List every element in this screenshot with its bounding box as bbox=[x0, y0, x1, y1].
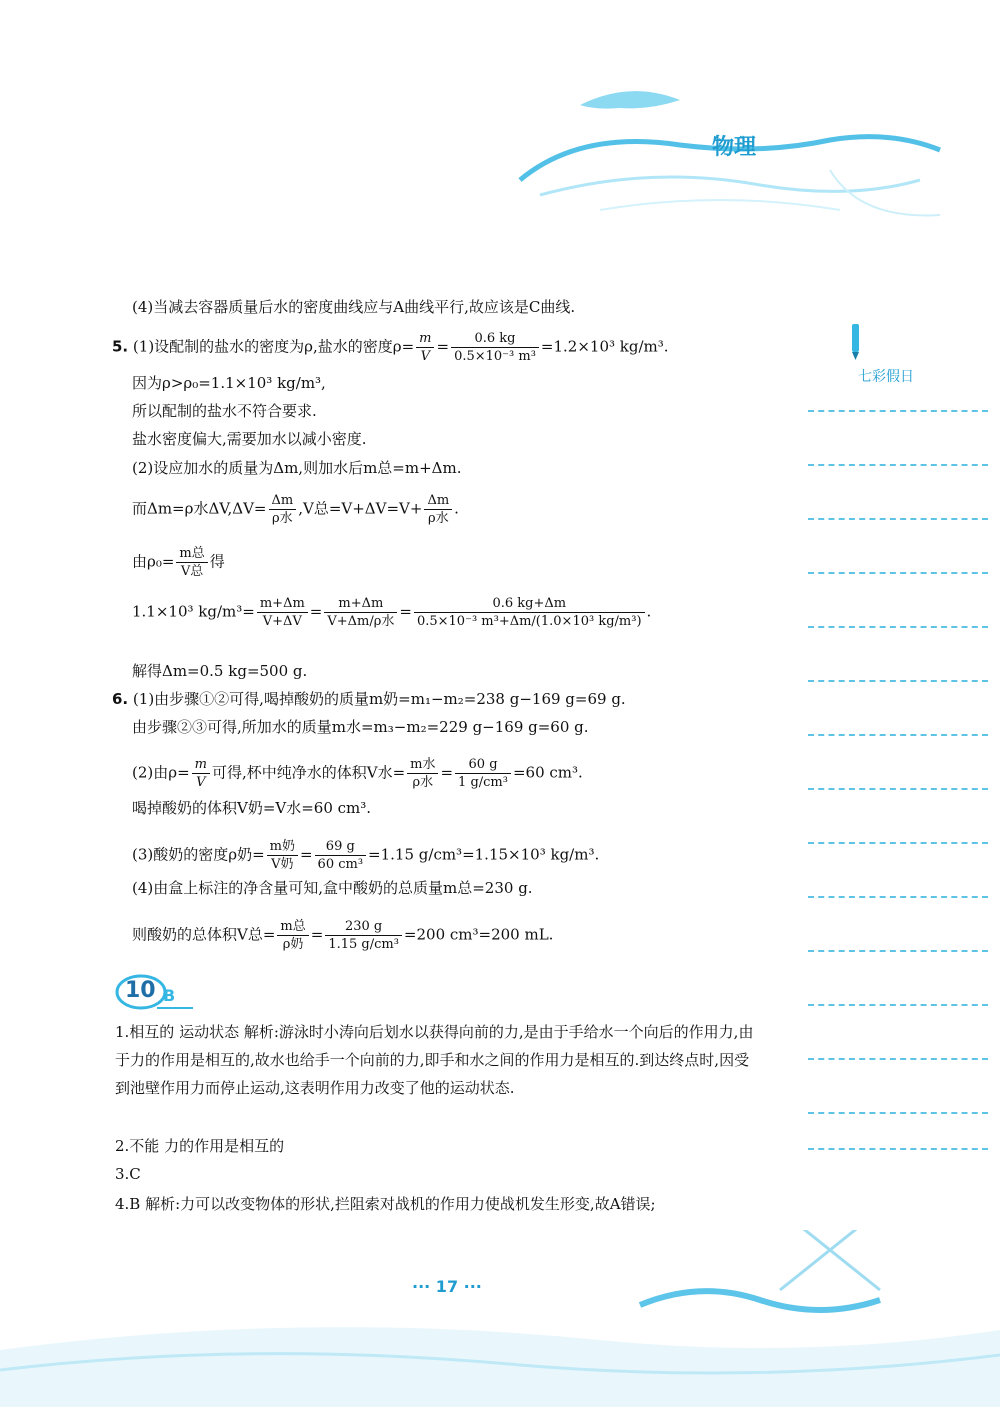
text-line: (4)由盒上标注的净含量可知,盒中酸奶的总质量m总=230 g. bbox=[132, 879, 533, 897]
text-line: 由步骤②③可得,所加水的质量m水=m₃−m₂=229 g−169 g=60 g. bbox=[132, 718, 589, 736]
text-fragment: (1)由步骤①②可得,喝掉酸奶的质量m奶=m₁−m₂=238 g−169 g=69 g. bbox=[132, 690, 626, 708]
note-line bbox=[808, 1058, 988, 1060]
text-line: 5. (1)设配制的盐水的密度为ρ,盐水的密度ρ= $\frac{m}{V}$ = $\frac{0.6 kg}{\text{0.5×10⁻³ m³}}$ =1.2×10³ kg/m³. bbox=[112, 331, 669, 364]
sidebar-brand: 七彩假日 bbox=[858, 369, 914, 385]
text-line: (3)酸奶的密度ρ奶= $\frac{\text{m奶}}{\text{V奶}}$ = $\frac{69 g}{\text{60 cm³}}$ =1.15 g/cm³=1.15×10³ kg/m³. bbox=[132, 839, 600, 872]
text-fragment: 由ρ₀= bbox=[132, 552, 175, 571]
text-fragment: (1)设配制的盐水的密度为ρ,盐水的密度ρ= bbox=[132, 337, 415, 356]
note-line bbox=[808, 1004, 988, 1006]
fraction: $\frac{m}{V}$ bbox=[416, 330, 434, 365]
text-fragment: =60 cm³. bbox=[512, 763, 583, 782]
text-fragment: . bbox=[646, 602, 652, 621]
text-line bbox=[132, 595, 651, 630]
note-line bbox=[808, 410, 988, 412]
note-line bbox=[808, 842, 988, 844]
note-line bbox=[808, 896, 988, 898]
text-fragment: 则酸奶的总体积V总= bbox=[132, 925, 276, 944]
note-line bbox=[808, 950, 988, 952]
text-line: 则酸奶的总体积V总= $\frac{\text{m总}}{\text{ρ奶}}$ = $\frac{230 g}{\text{1.15 g/cm³}}$ =200 cm³=200 mL. bbox=[132, 919, 554, 952]
note-line bbox=[808, 572, 988, 574]
note-line bbox=[808, 518, 988, 520]
section-letter: B bbox=[163, 986, 176, 1005]
text-fragment: 可得,杯中纯净水的体积V水= bbox=[211, 763, 406, 782]
note-line bbox=[808, 680, 988, 682]
text-line: (2)由ρ= $\frac{m}{V}$ 可得,杯中纯净水的体积V水= $\frac{\text{m水}}{\text{ρ水}}$ = $\frac{60 g}{\text{1 g/cm³}}$ =60 cm³. bbox=[132, 757, 583, 790]
subject-title: 物理 bbox=[712, 135, 757, 160]
text-fragment: 1.1×10³ kg/m³= bbox=[132, 602, 255, 621]
note-line bbox=[808, 734, 988, 736]
note-line bbox=[808, 1112, 988, 1114]
fraction: $\frac{m+\Delta m}{V+\Delta V}$ bbox=[257, 595, 308, 630]
answer-2: 2.不能 力的作用是相互的 bbox=[115, 1137, 285, 1155]
text-line: 所以配制的盐水不符合要求. bbox=[132, 402, 317, 420]
text-line: 解得Δm=0.5 kg=500 g. bbox=[132, 662, 308, 680]
text-fragment: = bbox=[309, 602, 323, 621]
note-line bbox=[808, 1148, 988, 1150]
question-number: 5. bbox=[112, 337, 129, 356]
fraction: $\frac{\Delta m}{\text{ρ水}}$ bbox=[424, 492, 452, 527]
pencil-icon bbox=[846, 322, 866, 362]
text-line: 喝掉酸奶的体积V奶=V水=60 cm³. bbox=[132, 799, 372, 817]
note-line bbox=[808, 626, 988, 628]
text-line: 因为ρ>ρ₀=1.1×10³ kg/m³, bbox=[132, 374, 326, 392]
text-fragment: ,V总=V+ΔV=V+ bbox=[298, 499, 423, 518]
answer-4: 4.B 解析:力可以改变物体的形状,拦阻索对战机的作用力使战机发生形变,故A错误; bbox=[115, 1195, 656, 1213]
text-line bbox=[132, 492, 459, 527]
section-badge bbox=[115, 972, 195, 1010]
text-fragment: 得 bbox=[209, 552, 225, 571]
answer-1: 1.相互的 运动状态 解析:游泳时小涛向后划水以获得向前的力,是由于手给水一个向后的作用力,由于力的作用是相互的,故水也给手一个向前的力,即手和水之间的作用力是相互的.到达终点时,因受到池壁作用力而停止运动,这表明作用力改变了他的运动状态. bbox=[115, 1023, 754, 1097]
fraction: $\frac{m+\Delta m}{\text{V+Δm/ρ水}}$ bbox=[324, 595, 397, 630]
text-line: 盐水密度偏大,需要加水以减小密度. bbox=[132, 430, 367, 448]
fraction: $\frac{0.6 kg+\Delta m}{\text{0.5×10⁻³ m³+Δm/(1.0×10³ kg/m³)}}$ bbox=[414, 595, 645, 630]
fraction: $\frac{60 g}{\text{1 g/cm³}}$ bbox=[455, 756, 511, 791]
section-number: 10 bbox=[125, 978, 156, 1003]
fraction: $\frac{0.6 kg}{\text{0.5×10⁻³ m³}}$ bbox=[451, 330, 539, 365]
note-line bbox=[808, 464, 988, 466]
answer-3: 3.C bbox=[115, 1165, 141, 1183]
fraction: $\frac{\text{m水}}{\text{ρ水}}$ bbox=[407, 756, 438, 791]
text-fragment: =1.2×10³ kg/m³. bbox=[540, 337, 669, 356]
fraction: $\frac{\text{m奶}}{\text{V奶}}$ bbox=[267, 838, 298, 873]
fraction: $\frac{230 g}{\text{1.15 g/cm³}}$ bbox=[325, 918, 402, 953]
text-line: (2)设应加水的质量为Δm,则加水后m总=m+Δm. bbox=[132, 459, 462, 477]
page-number: ··· 17 ··· bbox=[412, 1277, 482, 1296]
text-fragment: (2)由ρ= bbox=[132, 763, 190, 782]
fraction: $\frac{\text{m总}}{\text{ρ奶}}$ bbox=[277, 918, 308, 953]
fraction: $\frac{m}{V}$ bbox=[192, 756, 210, 791]
note-line bbox=[808, 788, 988, 790]
text-fragment: . bbox=[454, 499, 459, 518]
question-number: 6. bbox=[112, 690, 129, 708]
text-line bbox=[132, 545, 225, 580]
fraction: $\frac{69 g}{\text{60 cm³}}$ bbox=[315, 838, 367, 873]
text-fragment: (3)酸奶的密度ρ奶= bbox=[132, 845, 265, 864]
footer-wave-decoration bbox=[0, 1230, 1000, 1407]
text-fragment: 而Δm=ρ水ΔV,ΔV= bbox=[132, 499, 267, 518]
fraction: $\frac{\text{m总}}{\text{V总}}$ bbox=[176, 545, 207, 580]
text-fragment: =200 cm³=200 mL. bbox=[403, 925, 554, 944]
fraction: $\frac{\Delta m}{\text{ρ水}}$ bbox=[269, 492, 297, 527]
text-line: (4)当减去容器质量后水的密度曲线应与A曲线平行,故应该是C曲线. bbox=[132, 298, 576, 316]
text-fragment: =1.15 g/cm³=1.15×10³ kg/m³. bbox=[368, 845, 600, 864]
text-line bbox=[112, 688, 626, 710]
text-fragment: = bbox=[399, 602, 412, 621]
